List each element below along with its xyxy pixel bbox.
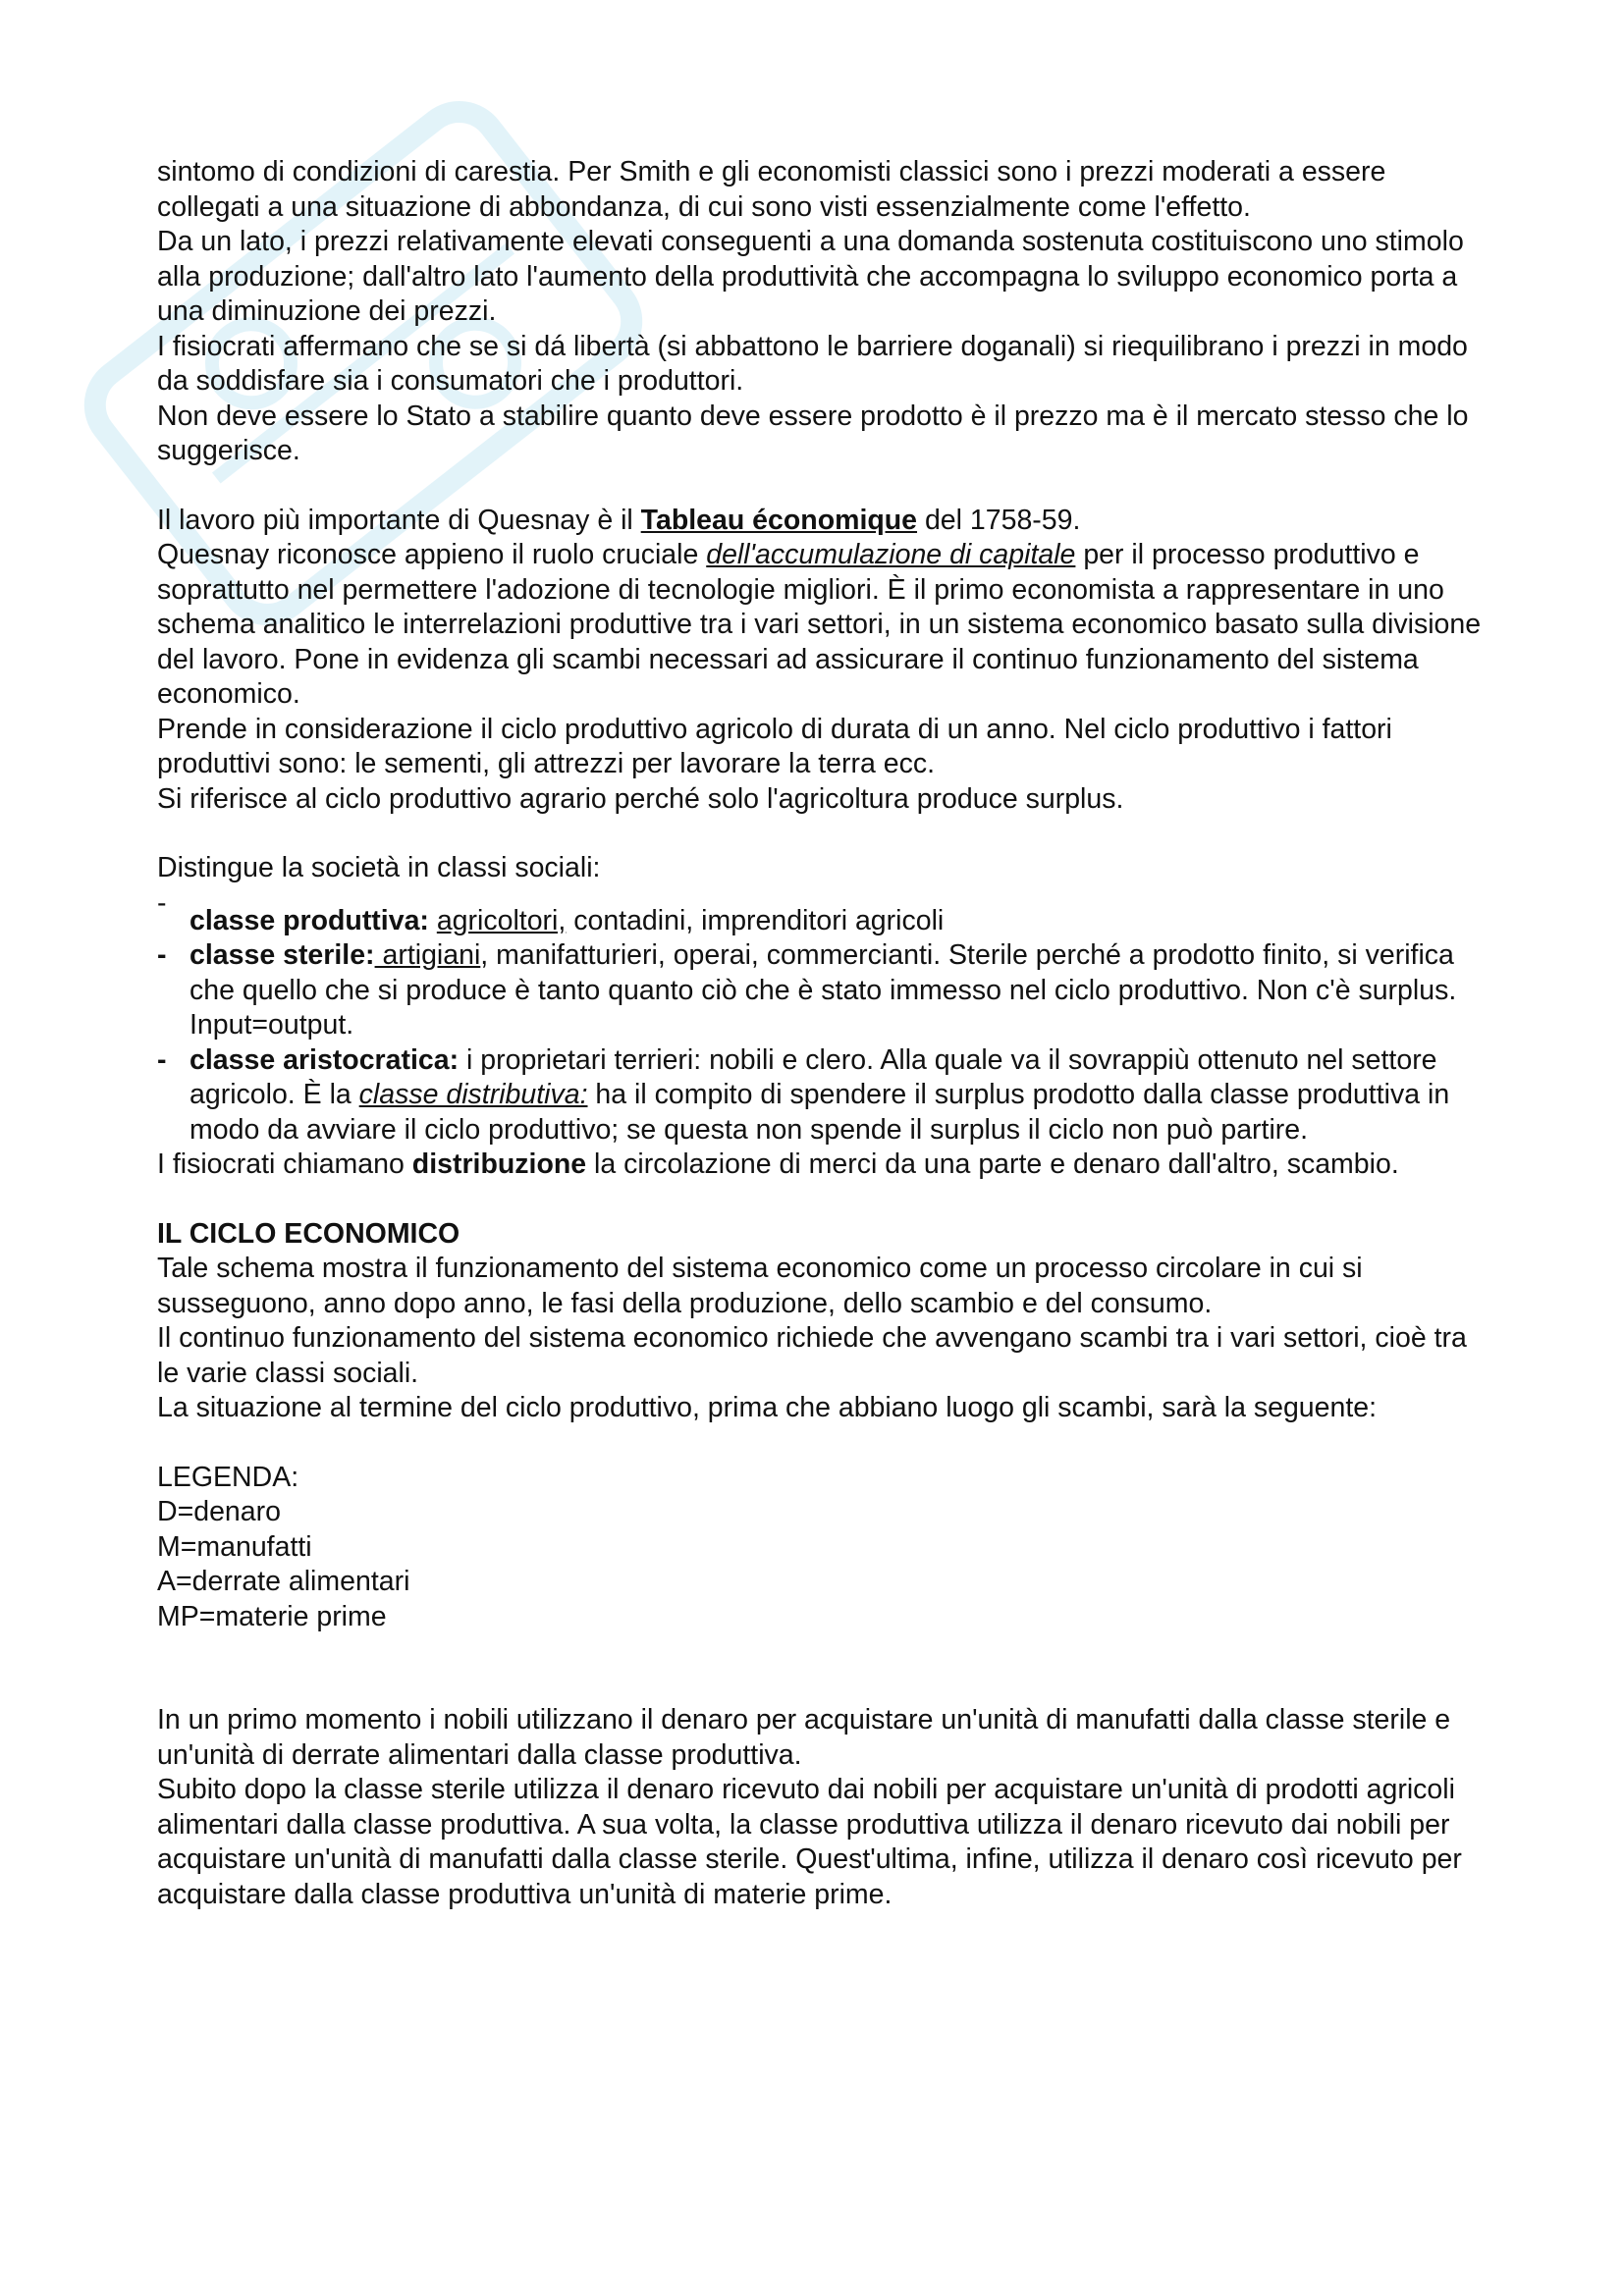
list-item: - classe sterile: artigiani, manifatturieri, operai, commercianti. Sterile perché a prodotto finito, si verifica che quello che si produce è tanto quanto ciò che è stato immesso nel ciclo produttivo. Non c'è surplus. Input=output. bbox=[157, 939, 1457, 1041]
document-page bbox=[157, 155, 1492, 1912]
legend-item: D=denaro bbox=[157, 1496, 281, 1527]
paragraph: La situazione al termine del ciclo produttivo, prima che abbiano luogo gli scambi, sarà la seguente: bbox=[157, 1392, 1378, 1423]
list-item: - classe produttiva: agricoltori, contadini, imprenditori agricoli bbox=[157, 886, 945, 936]
paragraph: I fisiocrati affermano che se si dá libertà (si abbattono le barriere doganali) si riequilibrano i prezzi in modo da soddisfare sia i consumatori che i produttori. bbox=[157, 330, 1468, 397]
paragraph: sintomo di condizioni di carestia. Per Smith e gli economisti classici sono i prezzi moderati a essere collegati a una situazione di abbondanza, di cui sono visti essenzialmente come l'effetto. bbox=[157, 156, 1386, 223]
legend-title: LEGENDA: bbox=[157, 1461, 299, 1493]
paragraph: Non deve essere lo Stato a stabilire quanto deve essere prodotto è il prezzo ma è il mercato stesso che lo suggerisce. bbox=[157, 400, 1469, 466]
paragraph: Si riferisce al ciclo produttivo agrario perché solo l'agricoltura produce surplus. bbox=[157, 782, 1124, 815]
legend-item: MP=materie prime bbox=[157, 1600, 387, 1632]
quesnay-paragraph: Quesnay riconosce appieno il ruolo cruciale dell'accumulazione di capitale per il processo produttivo e soprattutto nel permettere l'adozione di tecnologie migliori. È il primo economista a rappresentare in uno schema analitico le interrelazioni produttive tra i vari settori, in un sistema economico basato sulla divisione del lavoro. Pone in evidenza gli scambi necessari ad assicurare il continuo funzionamento del sistema economico. bbox=[157, 539, 1482, 710]
classes-intro: Distingue la società in classi sociali: bbox=[157, 852, 601, 883]
paragraph: Il continuo funzionamento del sistema economico richiede che avvengano scambi tra i vari settori, cioè tra le varie classi sociali. bbox=[157, 1322, 1467, 1389]
paragraph: Tale schema mostra il funzionamento del sistema economico come un processo circolare in cui si susseguono, anno dopo anno, le fasi della produzione, dello scambio e del consumo. bbox=[157, 1253, 1363, 1319]
legend-item: M=manufatti bbox=[157, 1530, 312, 1563]
paragraph: Prende in considerazione il ciclo produttivo agricolo di durata di un anno. Nel ciclo produttivo i fattori produttivi sono: le sementi, gli attrezzi per lavorare la terra ecc. bbox=[157, 713, 1392, 779]
distribuzione-paragraph: I fisiocrati chiamano distribuzione la circolazione di merci da una parte e denaro dall'altro, scambio. bbox=[157, 1148, 1399, 1180]
tableau-title: Tableau économique bbox=[640, 504, 918, 536]
paragraph: In un primo momento i nobili utilizzano il denaro per acquistare un'unità di manufatti dalla classe sterile e un'unità di derrate alimentari dalla classe produttiva. bbox=[157, 1704, 1451, 1771]
section-heading: IL CICLO ECONOMICO bbox=[157, 1217, 460, 1250]
list-item: - classe aristocratica: i proprietari terrieri: nobili e clero. Alla quale va il sovrappiù ottenuto nel settore agricolo. È la classe distributiva: ha il compito di spendere il surplus prodotto dalla classe produttiva in modo da avviare il ciclo produttivo; se questa non spende il surplus il ciclo non può partire. bbox=[157, 1043, 1450, 1146]
paragraph: Da un lato, i prezzi relativamente elevati conseguenti a una domanda sostenuta costituiscono uno stimolo alla produzione; dall'altro lato l'aumento della produttività che accompagna lo sviluppo economico porta a una diminuzione dei prezzi. bbox=[157, 226, 1464, 327]
classes-list bbox=[157, 886, 1492, 1148]
legend-item: A=derrate alimentari bbox=[157, 1566, 410, 1597]
paragraph: Subito dopo la classe sterile utilizza il denaro ricevuto dai nobili per acquistare un'unità di prodotti agricoli alimentari dalla classe produttiva. A sua volta, la classe produttiva utilizza il denaro ricevuto dai nobili per acquistare un'unità di manufatti dalla classe sterile. Quest'ultima, infine, utilizza il denaro così ricevuto per acquistare dalla classe produttiva un'unità di materie prime. bbox=[157, 1774, 1462, 1910]
accumulazione-term: dell'accumulazione di capitale bbox=[706, 539, 1076, 570]
legend bbox=[157, 1461, 1492, 1635]
tableau-paragraph: Il lavoro più importante di Quesnay è il Tableau économique del 1758-59. bbox=[157, 504, 1081, 536]
